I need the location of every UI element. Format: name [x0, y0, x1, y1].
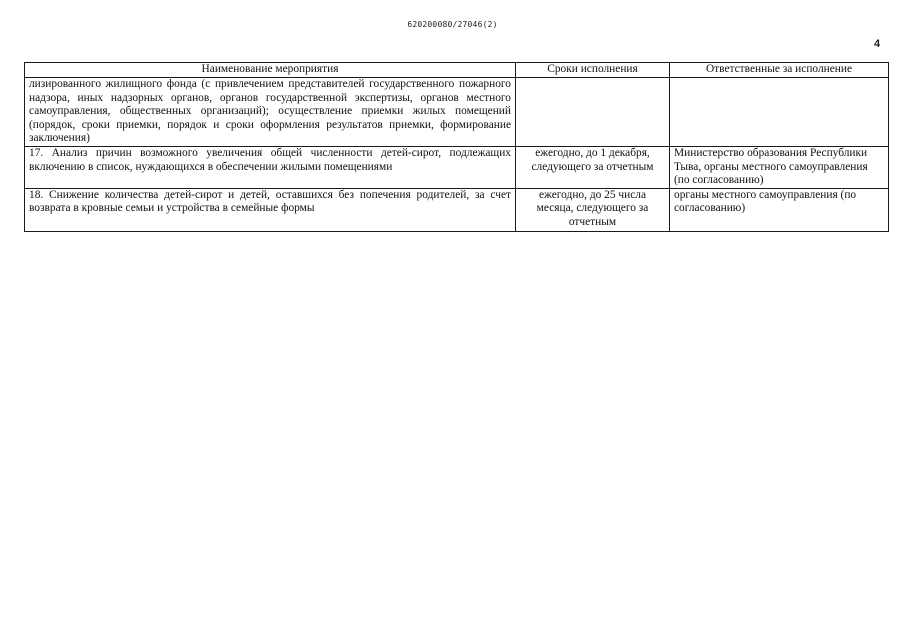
- measure-cell: 17. Анализ причин возможного увеличения общей численности детей-сирот, подлежащих включению в список, нуждающихся в обеспечении жилыми помещениями: [25, 147, 516, 189]
- table-row: [25, 78, 889, 147]
- table-header-row: [25, 63, 889, 78]
- measure-cell: 18. Снижение количества детей-сирот и детей, оставшихся без попечения родителей, за счет возврата в кровные семьи и устройства в семейные формы: [25, 188, 516, 231]
- document-id: 620200080/27046(2): [407, 20, 498, 29]
- measures-table: [24, 62, 889, 232]
- deadline-cell: [516, 78, 670, 147]
- deadline-cell: ежегодно, до 1 декабря, следующего за отчетным: [516, 147, 670, 189]
- column-header-deadline: Сроки исполнения: [516, 63, 670, 78]
- responsible-cell: органы местного самоуправления (по согласованию): [670, 188, 889, 231]
- table-row: [25, 188, 889, 231]
- column-header-measure: Наименование мероприятия: [25, 63, 516, 78]
- table-row: [25, 147, 889, 189]
- column-header-responsible: Ответственные за исполнение: [670, 63, 889, 78]
- page-number: 4: [874, 38, 881, 50]
- responsible-cell: Министерство образования Республики Тыва, органы местного самоуправления (по согласованию): [670, 147, 889, 189]
- responsible-cell: [670, 78, 889, 147]
- measure-cell: лизированного жилищного фонда (с привлечением представителей государственного пожарного надзора, иных надзорных органов, органов государственной экспертизы, органов местного самоуправления, общественных организаций); осуществление приемки жилых помещений (порядок, сроки приемки, порядок и сроки оформления результатов приемки, формирование заключения): [25, 78, 516, 147]
- deadline-cell: ежегодно, до 25 числа месяца, следующего за отчетным: [516, 188, 670, 231]
